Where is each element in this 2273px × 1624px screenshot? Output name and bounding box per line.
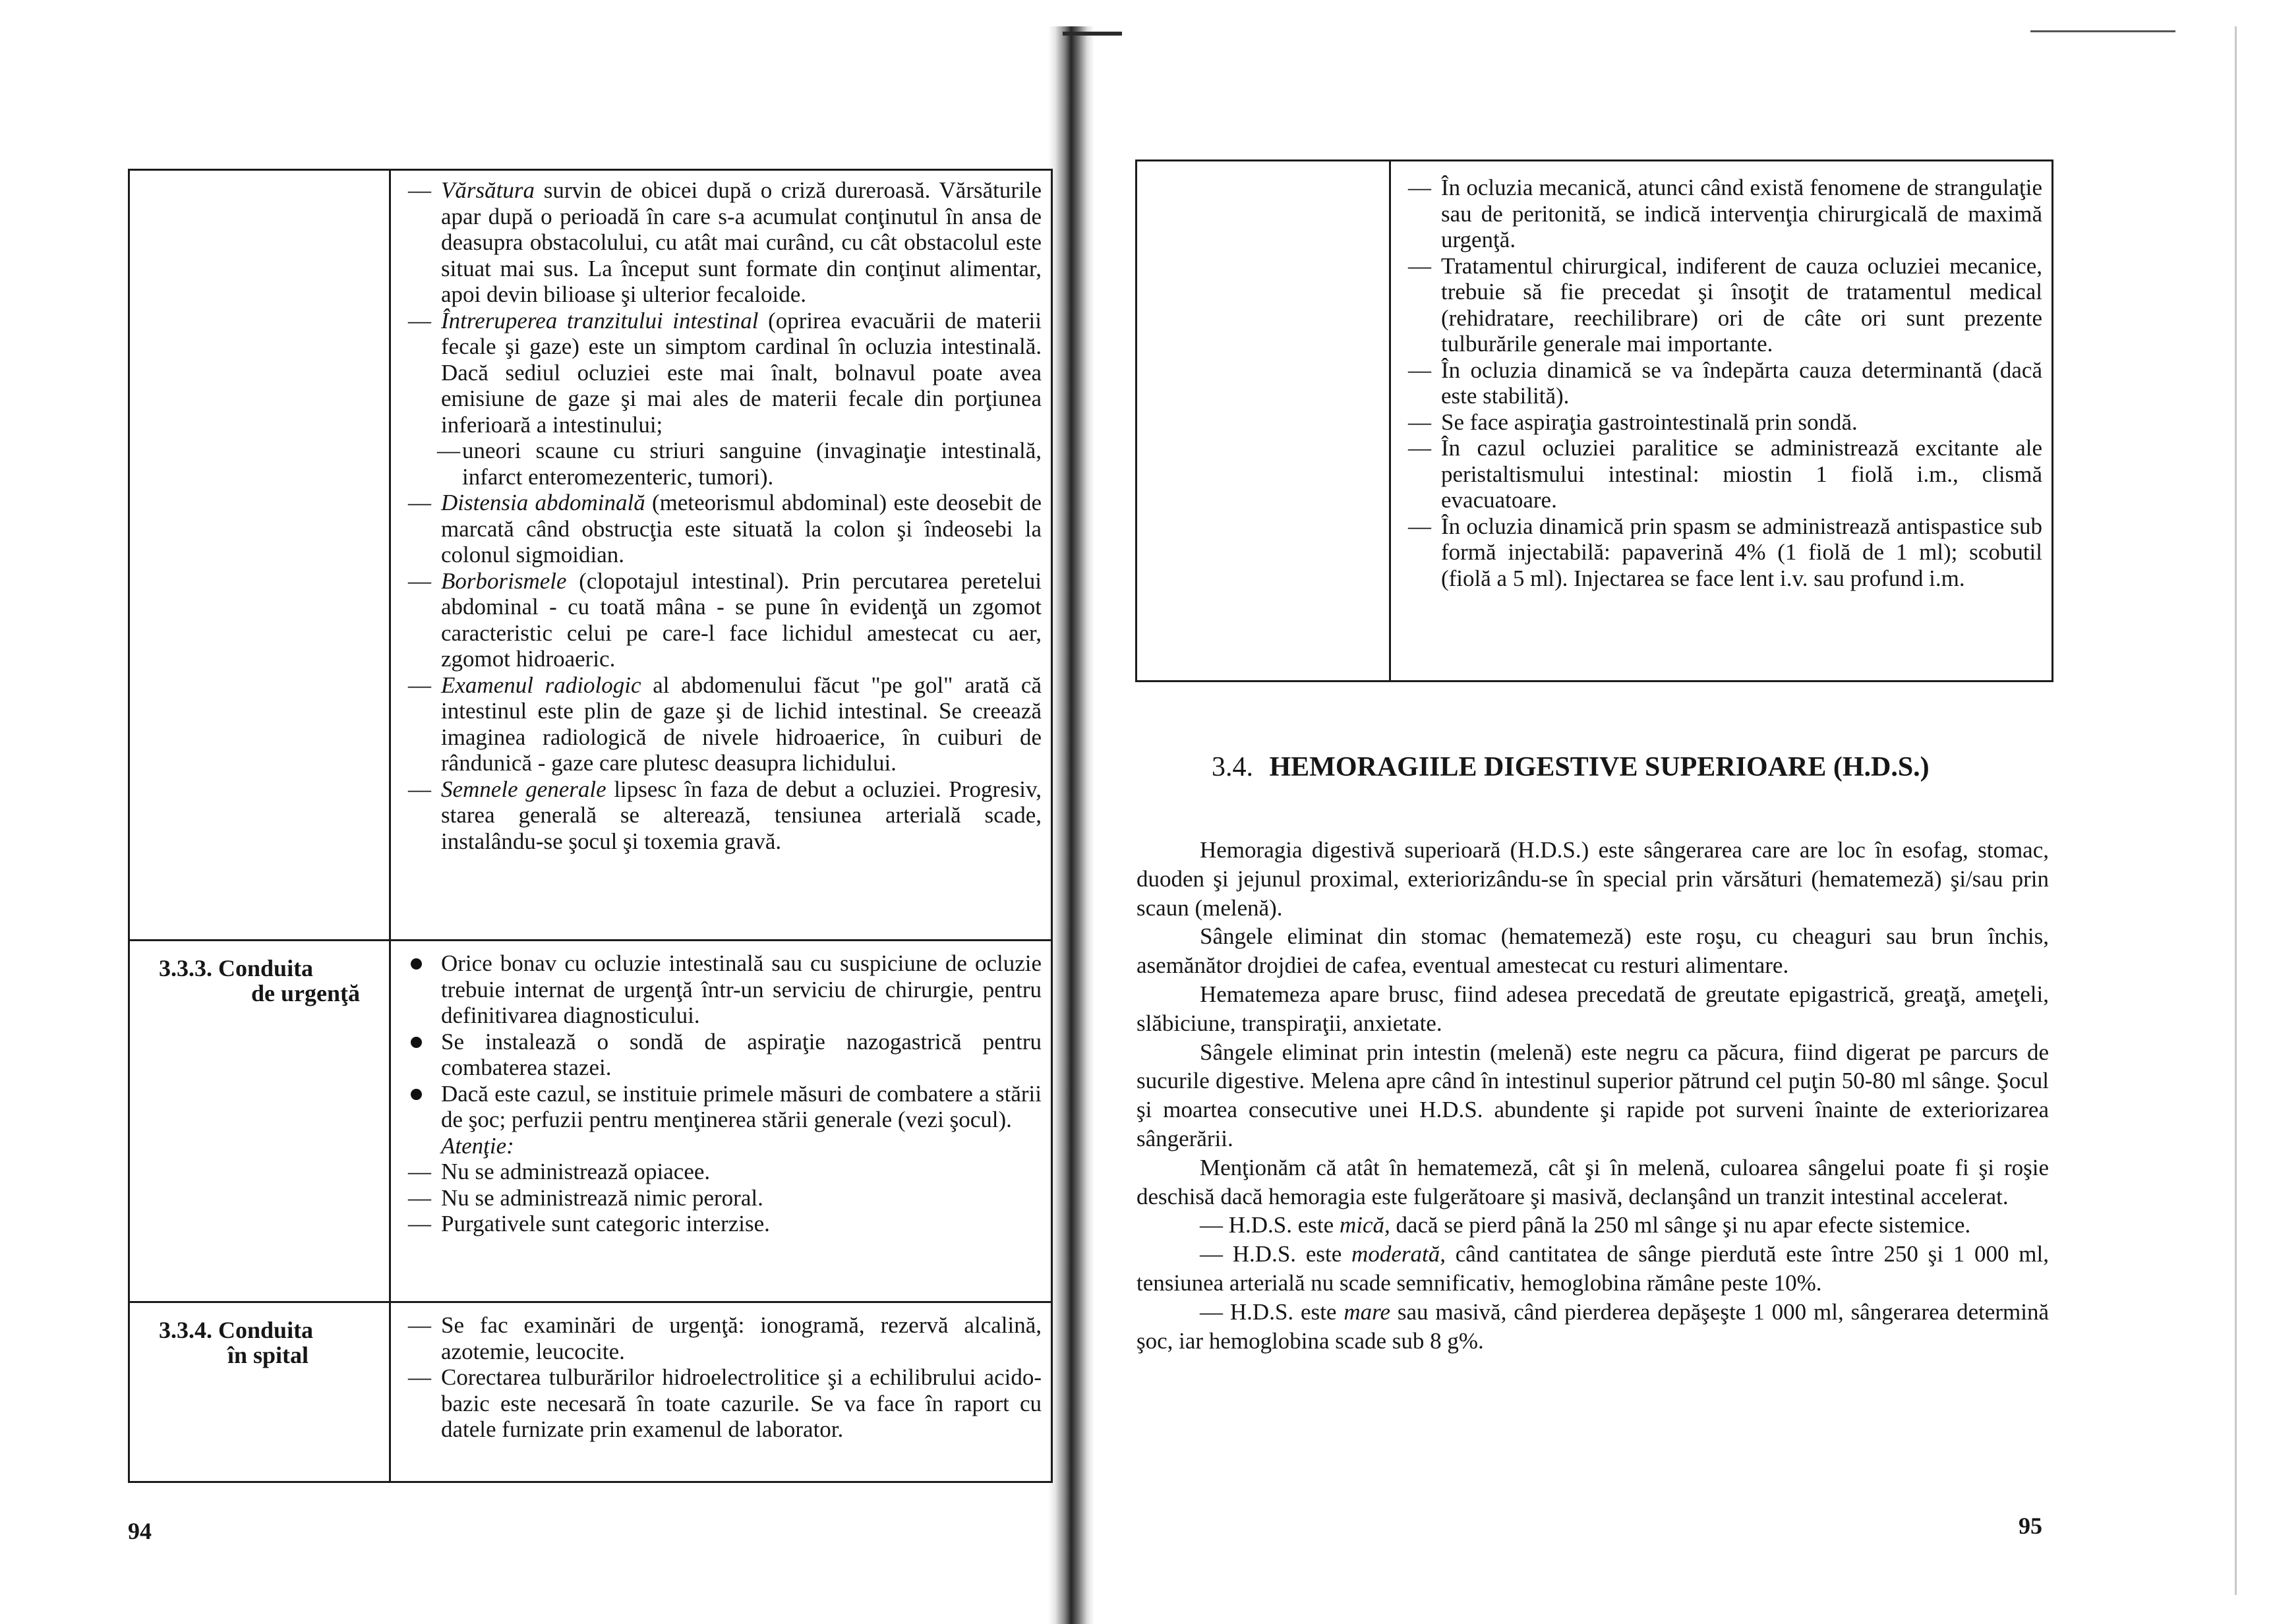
section-title (1212, 751, 1930, 783)
row-items (1399, 175, 2042, 591)
list-item (399, 1364, 1042, 1443)
list-item (399, 568, 1042, 672)
severity-item (1136, 1211, 2049, 1240)
table-row (129, 1302, 1052, 1482)
section-body (1136, 836, 2049, 1355)
list-item (399, 1211, 1042, 1237)
severity-prefix: — H.D.S. este (1200, 1241, 1352, 1267)
item-term: Întreruperea tranzitului intestinal (441, 307, 759, 334)
item-text: Se face aspiraţia gastrointestinală prin sondă. (1441, 409, 1858, 435)
item-text: În ocluzia dinamică se va îndepărta cauza determinantă (dacă este stabilită). (1441, 357, 2042, 409)
heading-line-1: 3.3.3. Conduita (159, 955, 314, 981)
row-content (390, 1302, 1052, 1482)
table-row (1136, 161, 2053, 682)
item-text: lipsesc în faza de debut a ocluziei. Progresiv, starea generală se alterează, tensiunea arterială scade, instalându-se şocul şi toxemia gravă. (441, 776, 1042, 854)
severity-prefix: — H.D.S. este (1200, 1212, 1340, 1238)
item-text: Purgativele sunt categoric interzise. (441, 1211, 770, 1236)
severity-text: dacă se pierd până la 250 ml sânge şi nu apar efecte sistemice. (1390, 1212, 1971, 1238)
list-item (399, 1312, 1042, 1364)
list-item (399, 1159, 1042, 1185)
right-page-table (1135, 160, 2053, 682)
row-items (399, 177, 1042, 854)
spine-mark (1063, 32, 1122, 36)
severity-prefix: — H.D.S. este (1200, 1298, 1344, 1325)
severity-text: când cantitatea de sânge pierdută este între 250 şi 1 000 ml, tensiunea arterială nu scade semnificativ, hemoglobina rămâne peste 10%. (1136, 1241, 2049, 1296)
bullet-item (399, 1029, 1042, 1081)
severity-item (1136, 1240, 2049, 1298)
severity-term: mică, (1339, 1212, 1390, 1238)
heading-line-2: de urgenţă (251, 980, 360, 1006)
item-term: Semnele generale (441, 776, 606, 802)
item-text: al abdomenului făcut "pe gol" arată că intestinul este plin de gaze şi de lichid intestinal. Se creează imaginea radiologică de nivele hidroaerice, în cuiburi de rândunică - gaze care plutesc deasupra lichidului. (441, 672, 1042, 776)
list-item (1399, 435, 2042, 513)
list-item (399, 490, 1042, 568)
item-text: (meteorismul abdominal) este deosebit de marcată când obstrucţia este situată la colon şi îndeosebi la colonul sigmoidian. (441, 490, 1042, 567)
row-items (399, 950, 1042, 1237)
severity-list (1136, 1211, 2049, 1355)
row-items (399, 1312, 1042, 1443)
item-text: Se instalează o sondă de aspiraţie nazogastrică pentru combaterea stazei. (441, 1028, 1042, 1080)
item-text: În cazul ocluziei paralitice se administrează excitante ale peristaltismului intestinal: miostin 1 fiolă i.m., clismă evacuatoare. (1441, 435, 2042, 513)
row-content (1390, 161, 2053, 682)
heading-line-1: 3.3.4. Conduita (159, 1317, 314, 1343)
item-text: Tratamentul chirurgical, indiferent de cauza ocluziei mecanice, trebuie să fie precedat şi însoţit de tratamentul medical (rehidratare, reechilibrare) ori de câte ori sunt prezente tulburările generale mai importante. (1441, 252, 2042, 357)
item-text: Nu se administrează opiacee. (441, 1159, 711, 1184)
item-text: survin de obicei după o criză dureroasă. Vărsăturile apar după o perioadă în care s-a acumulat conţinutul în ansa de deasupra obstacolului, cu atât mai curând, cu cât obstacolul este situat mai sus. La început sunt formate din conţinut alimentar, apoi devin bilioase şi ulterior fecaloide. (441, 177, 1042, 307)
item-term: Vărsătura (441, 177, 535, 203)
paragraph: Hematemeza apare brusc, fiind adesea precedată de greutate epigastrică, greaţă, ameţeli, slăbiciune, transpiraţii, anxietate. (1136, 981, 2049, 1036)
list-item (1399, 175, 2042, 253)
row-heading (129, 941, 390, 1302)
list-item (1399, 357, 2042, 409)
list-item (399, 776, 1042, 855)
bullet-item (399, 1081, 1042, 1133)
page-number-right: 95 (2019, 1513, 2042, 1539)
list-item (1399, 253, 2042, 357)
list-item (399, 672, 1042, 776)
paragraph: Sângele eliminat din stomac (hematemeză) este roşu, cu cheaguri sau brun închis, asemănător drojdiei de cafea, eventual amestecat cu resturi alimentare. (1136, 923, 2049, 979)
item-text: (clopotajul intestinal). Prin percutarea peretelui abdominal - cu toată mâna - se pune în evidenţă un zgomot caracteristic celui pe care-l face lichidul amestecat cu aer, zgomot hidroaeric. (441, 567, 1042, 672)
paragraph: Menţionăm că atât în hematemeză, cât şi în melenă, culoarea sângelui poate fi şi roşie deschisă dacă hemoragia este fulgerătoare şi masivă, declanşând un tranzit intestinal accelerat. (1136, 1154, 2049, 1209)
list-item (1399, 513, 2042, 592)
severity-item (1136, 1298, 2049, 1356)
row-heading (129, 1302, 390, 1482)
list-item (399, 308, 1042, 438)
row-content (390, 941, 1052, 1302)
item-term: Distensia abdominală (441, 490, 645, 515)
item-text: Nu se administrează nimic peroral. (441, 1184, 763, 1211)
item-text: În ocluzia mecanică, atunci când există fenomene de strangulaţie sau de peritonită, se indică intervenţia chirurgicală de maximă urgenţă. (1441, 175, 2042, 252)
table-row (129, 941, 1052, 1302)
item-text: (oprirea evacuării de materii fecale şi gaze) este un simptom cardinal în ocluzia intestinală. Dacă sediul ocluziei este mai înalt, bolnavul poate avea emisiune de gaze şi mai ales de materii fecale din porţiunea inferioară a intestinului; (441, 307, 1042, 438)
list-item (399, 1185, 1042, 1211)
item-term: Examenul radiologic (441, 672, 641, 698)
severity-term: mare (1343, 1298, 1390, 1325)
row-heading (1136, 161, 1390, 682)
list-item (399, 1133, 1042, 1159)
page-number-left: 94 (128, 1518, 152, 1544)
book-spine-shadow (1048, 26, 1094, 1624)
item-text: Corectarea tulburărilor hidroelectrolitice şi a echilibrului acido-bazic este necesară în toate cazurile. Se va face în raport cu datele furnizate prin examenul de laborator. (441, 1364, 1042, 1442)
table-row (129, 170, 1052, 941)
item-text: Orice bonav cu ocluzie intestinală sau cu suspiciune de ocluzie trebuie internat de urgenţă într-un serviciu de chirurgie, pentru definitivarea diagnosticului. (441, 950, 1042, 1028)
item-text: Se fac examinări de urgenţă: ionogramă, rezervă alcalină, azotemie, leucocite. (441, 1312, 1042, 1364)
left-page-table (128, 169, 1053, 1483)
item-term: Atenţie: (441, 1132, 514, 1159)
page-edge-line (2235, 26, 2237, 1595)
item-term: Borborismele (441, 567, 567, 594)
bullet-item (399, 950, 1042, 1029)
paragraph: Sângele eliminat prin intestin (melenă) este negru ca păcura, fiind digerat pe parcurs de sucurile digestive. Melena apre când în intestinul superior pătrund cel puţin 50-80 ml sânge. Şocul şi moartea consecutive unei H.D.S. abundente şi rapide pot surveni înainte de exteriorizarea sângerării. (1136, 1039, 2049, 1151)
paragraph: Hemoragia digestivă superioară (H.D.S.) este sângerarea care are loc în esofag, stomac, duoden şi jejunul proximal, exteriorizându-se în special prin vărsături (hematemeză) şi/sau prin scaun (melenă). (1136, 837, 2049, 921)
item-text: În ocluzia dinamică prin spasm se administrează antispastice sub formă injectabilă: papaverină 4% (1 fiolă de 1 ml); scobutil (fiolă a 5 ml). Injectarea se face lent i.v. sau profund i.m. (1441, 513, 2042, 591)
section-number: 3.4. (1212, 752, 1253, 782)
list-item (399, 177, 1042, 308)
severity-text: sau masivă, când pierderea depăşeşte 1 000 ml, sângerarea determină şoc, iar hemoglobina scade sub 8 g%. (1136, 1298, 2050, 1354)
item-text: Dacă este cazul, se instituie primele măsuri de combatere a stării de şoc; perfuzii pentru menţinerea stării generale (vezi şocul). (441, 1080, 1042, 1132)
row-content (390, 170, 1052, 941)
list-item (399, 438, 1042, 490)
severity-term: moderată, (1351, 1241, 1446, 1267)
heading-line-2: în spital (227, 1342, 309, 1368)
list-item (1399, 409, 2042, 436)
item-text: uneori scaune cu striuri sanguine (invaginaţie intestinală, infarct enteromezenteric, tumori). (462, 438, 1042, 490)
section-heading: HEMORAGIILE DIGESTIVE SUPERIOARE (H.D.S.) (1269, 752, 1930, 782)
row-heading (129, 170, 390, 941)
page-edge-rule (2030, 30, 2175, 32)
